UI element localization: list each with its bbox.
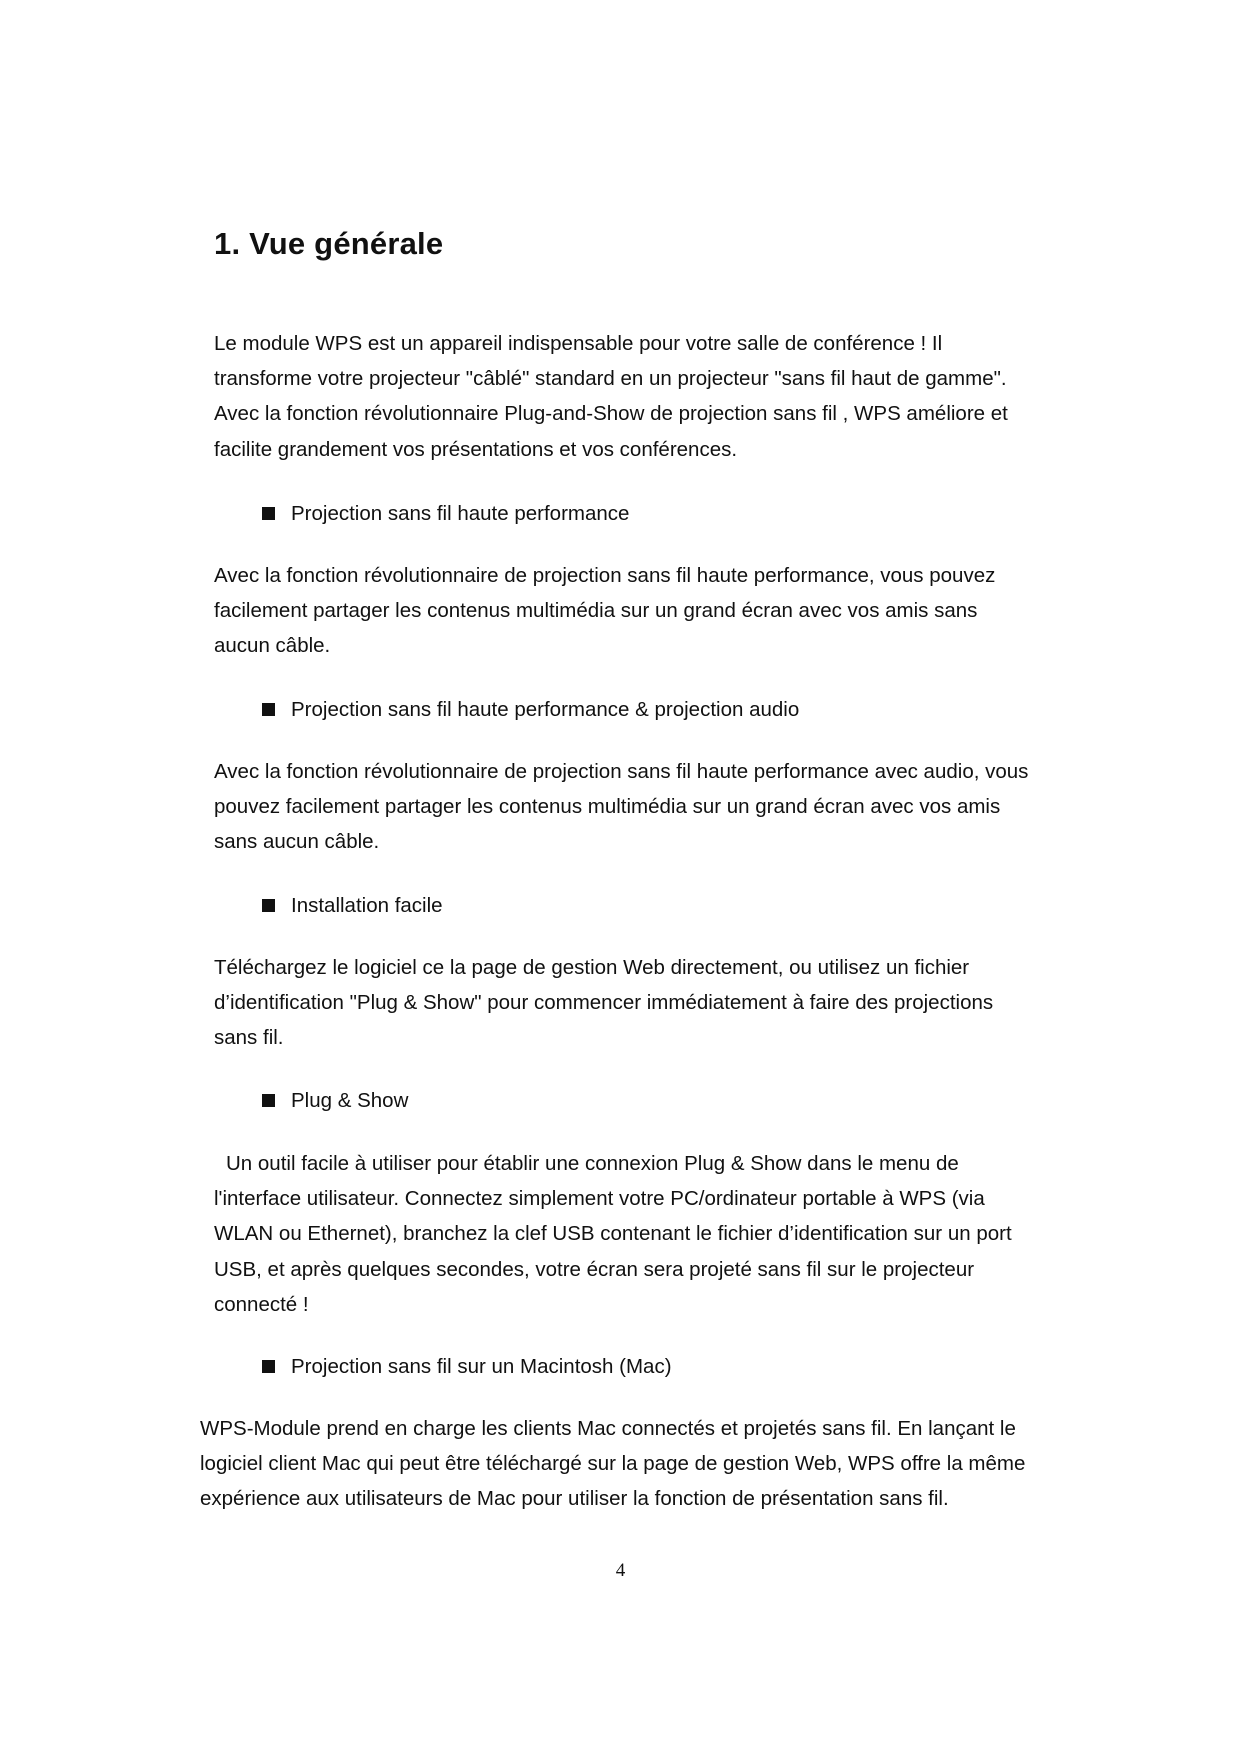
section-paragraph: Avec la fonction révolutionnaire de projection sans fil haute performance avec audio, vous pouvez facilement partager les contenus multimédia sur un grand écran avec vos amis sans aucun câble. [214,760,1029,854]
bullet-item-projection [262,496,629,531]
bullet-label: Projection sans fil haute performance & projection audio [291,698,800,721]
intro-paragraph: Le module WPS est un appareil indispensable pour votre salle de conférence ! Il transforme votre projecteur "câblé" standard en un projecteur "sans fil haut de gamme". Avec la fonction révolutionnaire Plug-and-Show de projection sans fil , WPS améliore et facilite grandement vos présentations et vos conférences. [214,332,1008,461]
page-number: 4 [615,1560,626,1581]
square-bullet-icon [262,899,275,912]
bullet-label: Installation facile [291,894,443,917]
bullet-item-mac [262,1349,672,1384]
section-paragraph: Téléchargez le logiciel ce la page de gestion Web directement, ou utilisez un fichier d’identification "Plug & Show" pour commencer immédiatement à faire des projections sans fil. [214,956,994,1050]
square-bullet-icon [262,1094,275,1107]
section-paragraph: Un outil facile à utiliser pour établir une connexion Plug & Show dans le menu de l'interface utilisateur. Connectez simplement votre PC/ordinateur portable à WPS (via WLAN ou Ethernet), branchez la clef USB contenant le fichier d’identification sur un port USB, et après quelques secondes, votre écran sera projeté sans fil sur le projecteur connecté ! [214,1152,1012,1316]
square-bullet-icon [262,507,275,520]
square-bullet-icon [262,1360,275,1373]
section-paragraph: WPS-Module prend en charge les clients Mac connectés et projetés sans fil. En lançant le logiciel client Mac qui peut être téléchargé sur la page de gestion Web, WPS offre la même expérience aux utilisateurs de Mac pour utiliser la fonction de présentation sans fil. [200,1417,1026,1511]
bullet-label: Plug & Show [291,1089,409,1112]
bullet-label: Projection sans fil sur un Macintosh (Mac) [291,1355,672,1378]
bullet-item-installation [262,888,443,923]
bullet-item-plug-show [262,1083,408,1118]
bullet-item-projection-audio [262,692,799,727]
bullet-label: Projection sans fil haute performance [291,502,630,525]
section-title: 1. Vue générale [214,226,444,261]
section-paragraph: Avec la fonction révolutionnaire de projection sans fil haute performance, vous pouvez facilement partager les contenus multimédia sur un grand écran avec vos amis sans aucun câble. [214,564,996,658]
square-bullet-icon [262,703,275,716]
